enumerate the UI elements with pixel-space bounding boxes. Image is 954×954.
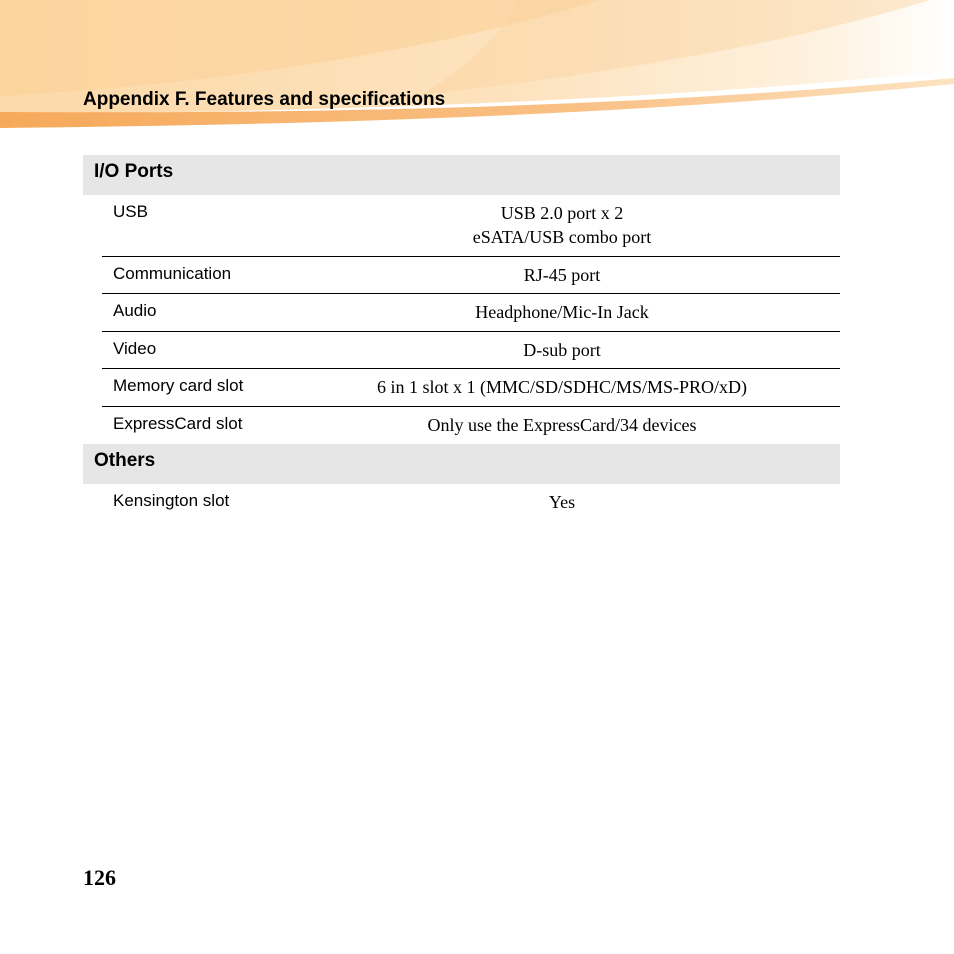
table-row — [102, 484, 840, 521]
table-row — [102, 195, 840, 257]
row-value-line: 6 in 1 slot x 1 (MMC/SD/SDHC/MS/MS-PRO/xD) — [376, 377, 748, 397]
row-value — [302, 195, 840, 256]
row-label: Audio — [113, 301, 157, 320]
row-value-line: RJ-45 port — [523, 265, 601, 285]
table-row — [102, 369, 840, 407]
section-header-io-ports: I/O Ports — [83, 155, 840, 195]
page-number: 126 — [83, 865, 116, 890]
section-header-others: Others — [83, 444, 840, 484]
row-value-line: Only use the ExpressCard/34 devices — [427, 415, 697, 435]
row-label: Memory card slot — [113, 376, 244, 395]
row-value — [302, 484, 840, 521]
table-row — [102, 332, 840, 369]
row-label: Communication — [113, 264, 232, 283]
row-label: Video — [113, 339, 157, 358]
specifications-table — [83, 155, 840, 521]
row-value-line: Yes — [548, 492, 576, 512]
row-value-line: USB 2.0 port x 2 — [500, 203, 624, 223]
row-label: USB — [113, 202, 148, 221]
row-value — [302, 257, 840, 293]
row-value — [302, 407, 840, 444]
table-row — [102, 407, 840, 444]
table-row — [102, 294, 840, 332]
running-header-title: Appendix F. Features and specifications — [83, 89, 446, 110]
row-value-line: Headphone/Mic-In Jack — [475, 302, 649, 322]
row-value — [302, 294, 840, 331]
table-row — [102, 257, 840, 294]
row-label: Kensington slot — [113, 491, 230, 510]
row-label: ExpressCard slot — [113, 414, 243, 433]
header-decoration-band — [0, 0, 954, 140]
row-value — [302, 369, 840, 406]
row-value — [302, 332, 840, 368]
row-value-line: D-sub port — [523, 340, 601, 360]
row-value-line: eSATA/USB combo port — [472, 227, 652, 247]
